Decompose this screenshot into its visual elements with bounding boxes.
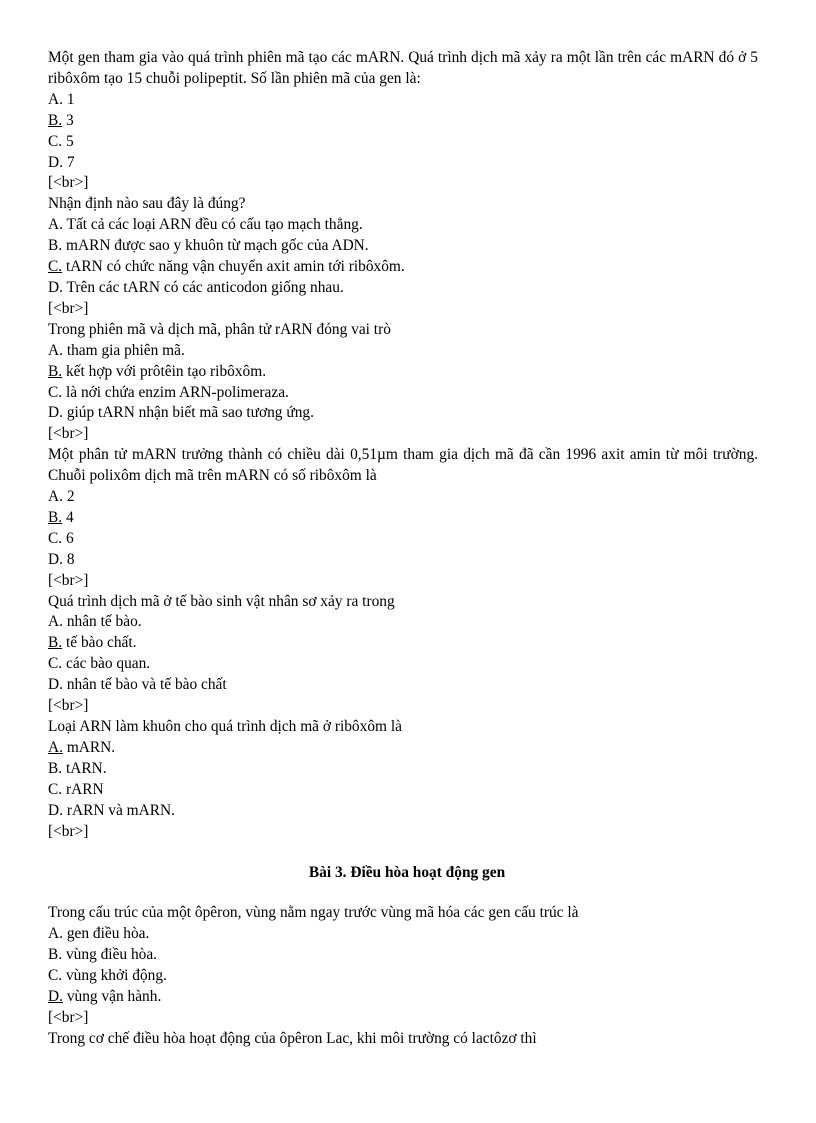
option-text: là nới chứa enzim ARN-polimeraza. [65, 383, 289, 401]
option-text: tế bào chất. [65, 634, 137, 652]
answer-option [48, 550, 758, 571]
option-letter: C. [48, 780, 63, 798]
answer-option [48, 236, 758, 257]
answer-option [48, 90, 758, 111]
option-letter: B. [48, 759, 63, 777]
question-stem: Một gen tham gia vào quá trình phiên mã tạo các mARN. Quá trình dịch mã xảy ra một lần trên các mARN đó ở 5 ribôxôm tạo 15 chuỗi polipeptit. Số lần phiên mã của gen là: [48, 49, 758, 87]
option-text: gen điều hòa. [66, 925, 150, 943]
answer-option [48, 153, 758, 174]
answer-option [48, 529, 758, 550]
answer-option [48, 383, 758, 404]
question-block [48, 320, 758, 445]
option-letter: A. [48, 613, 63, 631]
option-text: 2 [66, 488, 75, 506]
option-text: vùng vận hành. [66, 987, 162, 1005]
question-stem: Trong phiên mã và dịch mã, phân tử rARN đóng vai trò [48, 320, 391, 338]
option-text: tARN. [65, 759, 107, 777]
option-text: 7 [66, 153, 75, 171]
option-text: 4 [65, 508, 74, 526]
option-text: tham gia phiên mã. [66, 341, 185, 359]
question-stem: Quá trình dịch mã ở tế bào sinh vật nhân sơ xảy ra trong [48, 592, 395, 610]
question-separator: [<br>] [48, 571, 89, 589]
option-text: 1 [66, 90, 75, 108]
answer-option [48, 278, 758, 299]
option-text: rARN [65, 780, 104, 798]
question-block [48, 592, 758, 717]
answer-option [48, 738, 758, 759]
option-letter: A. [48, 341, 63, 359]
option-text: mARN. [66, 738, 116, 756]
correct-option-letter: B. [48, 111, 63, 129]
answer-option [48, 633, 758, 654]
option-letter: D. [48, 801, 63, 819]
option-letter: A. [48, 488, 63, 506]
option-letter: D. [48, 404, 63, 422]
option-letter: C. [48, 383, 63, 401]
question-block [48, 194, 758, 319]
correct-option-letter: B. [48, 508, 63, 526]
option-text: các bào quan. [65, 655, 151, 673]
answer-option [48, 780, 758, 801]
question-separator: [<br>] [48, 425, 89, 443]
correct-option-letter: B. [48, 634, 63, 652]
option-text: giúp tARN nhận biết mã sao tương ứng. [66, 404, 314, 422]
question-separator: [<br>] [48, 697, 89, 715]
question-separator: [<br>] [48, 822, 89, 840]
option-text: kết hợp với prôtêin tạo ribôxôm. [65, 362, 267, 380]
option-text: vùng khởi động. [65, 967, 167, 985]
question-block [48, 1029, 758, 1050]
option-text: 6 [65, 529, 74, 547]
questions-part-1 [48, 48, 758, 842]
option-letter: B. [48, 237, 63, 255]
answer-option [48, 654, 758, 675]
option-letter: A. [48, 90, 63, 108]
answer-option [48, 612, 758, 633]
option-text: Tất cả các loại ARN đều có cấu tạo mạch thẳng. [66, 216, 363, 234]
answer-option [48, 403, 758, 424]
option-letter: D. [48, 278, 63, 296]
answer-option [48, 801, 758, 822]
answer-option [48, 362, 758, 383]
answer-option [48, 257, 758, 278]
section-title: Bài 3. Điều hòa hoạt động gen [308, 864, 506, 882]
answer-option [48, 987, 758, 1008]
answer-option [48, 341, 758, 362]
option-text: nhân tế bào và tế bào chất [66, 676, 227, 694]
option-letter: C. [48, 967, 63, 985]
answer-option [48, 487, 758, 508]
answer-option [48, 111, 758, 132]
answer-option [48, 508, 758, 529]
question-block [48, 445, 758, 591]
correct-option-letter: A. [48, 738, 63, 756]
option-letter: C. [48, 529, 63, 547]
question-separator: [<br>] [48, 299, 89, 317]
answer-option [48, 215, 758, 236]
option-text: vùng điều hòa. [65, 946, 158, 964]
option-text: 5 [65, 132, 74, 150]
question-stem: Trong cơ chế điều hòa hoạt động của ôpêron Lac, khi môi trường có lactôzơ thì [48, 1029, 537, 1047]
correct-option-letter: C. [48, 258, 63, 276]
question-block [48, 717, 758, 842]
answer-option [48, 132, 758, 153]
correct-option-letter: D. [48, 987, 63, 1005]
option-letter: A. [48, 925, 63, 943]
question-separator: [<br>] [48, 1008, 89, 1026]
question-separator: [<br>] [48, 174, 89, 192]
option-text: 3 [65, 111, 74, 129]
option-text: mARN được sao y khuôn từ mạch gốc của ADN. [65, 237, 369, 255]
question-block [48, 903, 758, 1028]
question-stem: Loại ARN làm khuôn cho quá trình dịch mã ở ribôxôm là [48, 718, 402, 735]
option-text: 8 [66, 550, 75, 568]
answer-option [48, 945, 758, 966]
option-letter: B. [48, 946, 63, 964]
questions-part-2 [48, 903, 758, 1049]
option-text: nhân tế bào. [66, 613, 142, 631]
question-stem: Nhận định nào sau đây là đúng? [48, 195, 246, 213]
question-stem: Trong cấu trúc của một ôpêron, vùng nằm ngay trước vùng mã hóa các gen cấu trúc là [48, 904, 579, 922]
answer-option [48, 759, 758, 780]
answer-option [48, 966, 758, 987]
option-text: rARN và mARN. [66, 801, 175, 819]
question-stem: Một phân tử mARN trưởng thành có chiều dài 0,51µm tham gia dịch mã đã cần 1996 axit amin từ môi trường. Chuỗi polixôm dịch mã trên mARN có số ribôxôm là [48, 446, 758, 485]
correct-option-letter: B. [48, 362, 63, 380]
answer-option [48, 924, 758, 945]
option-letter: C. [48, 655, 63, 673]
option-text: Trên các tARN có các anticodon giống nhau. [66, 278, 344, 296]
option-text: tARN có chức năng vận chuyển axit amin tới ribôxôm. [65, 258, 405, 276]
answer-option [48, 675, 758, 696]
question-block [48, 48, 758, 194]
option-letter: D. [48, 550, 63, 568]
option-letter: A. [48, 216, 63, 234]
option-letter: D. [48, 153, 63, 171]
option-letter: D. [48, 676, 63, 694]
option-letter: C. [48, 132, 63, 150]
